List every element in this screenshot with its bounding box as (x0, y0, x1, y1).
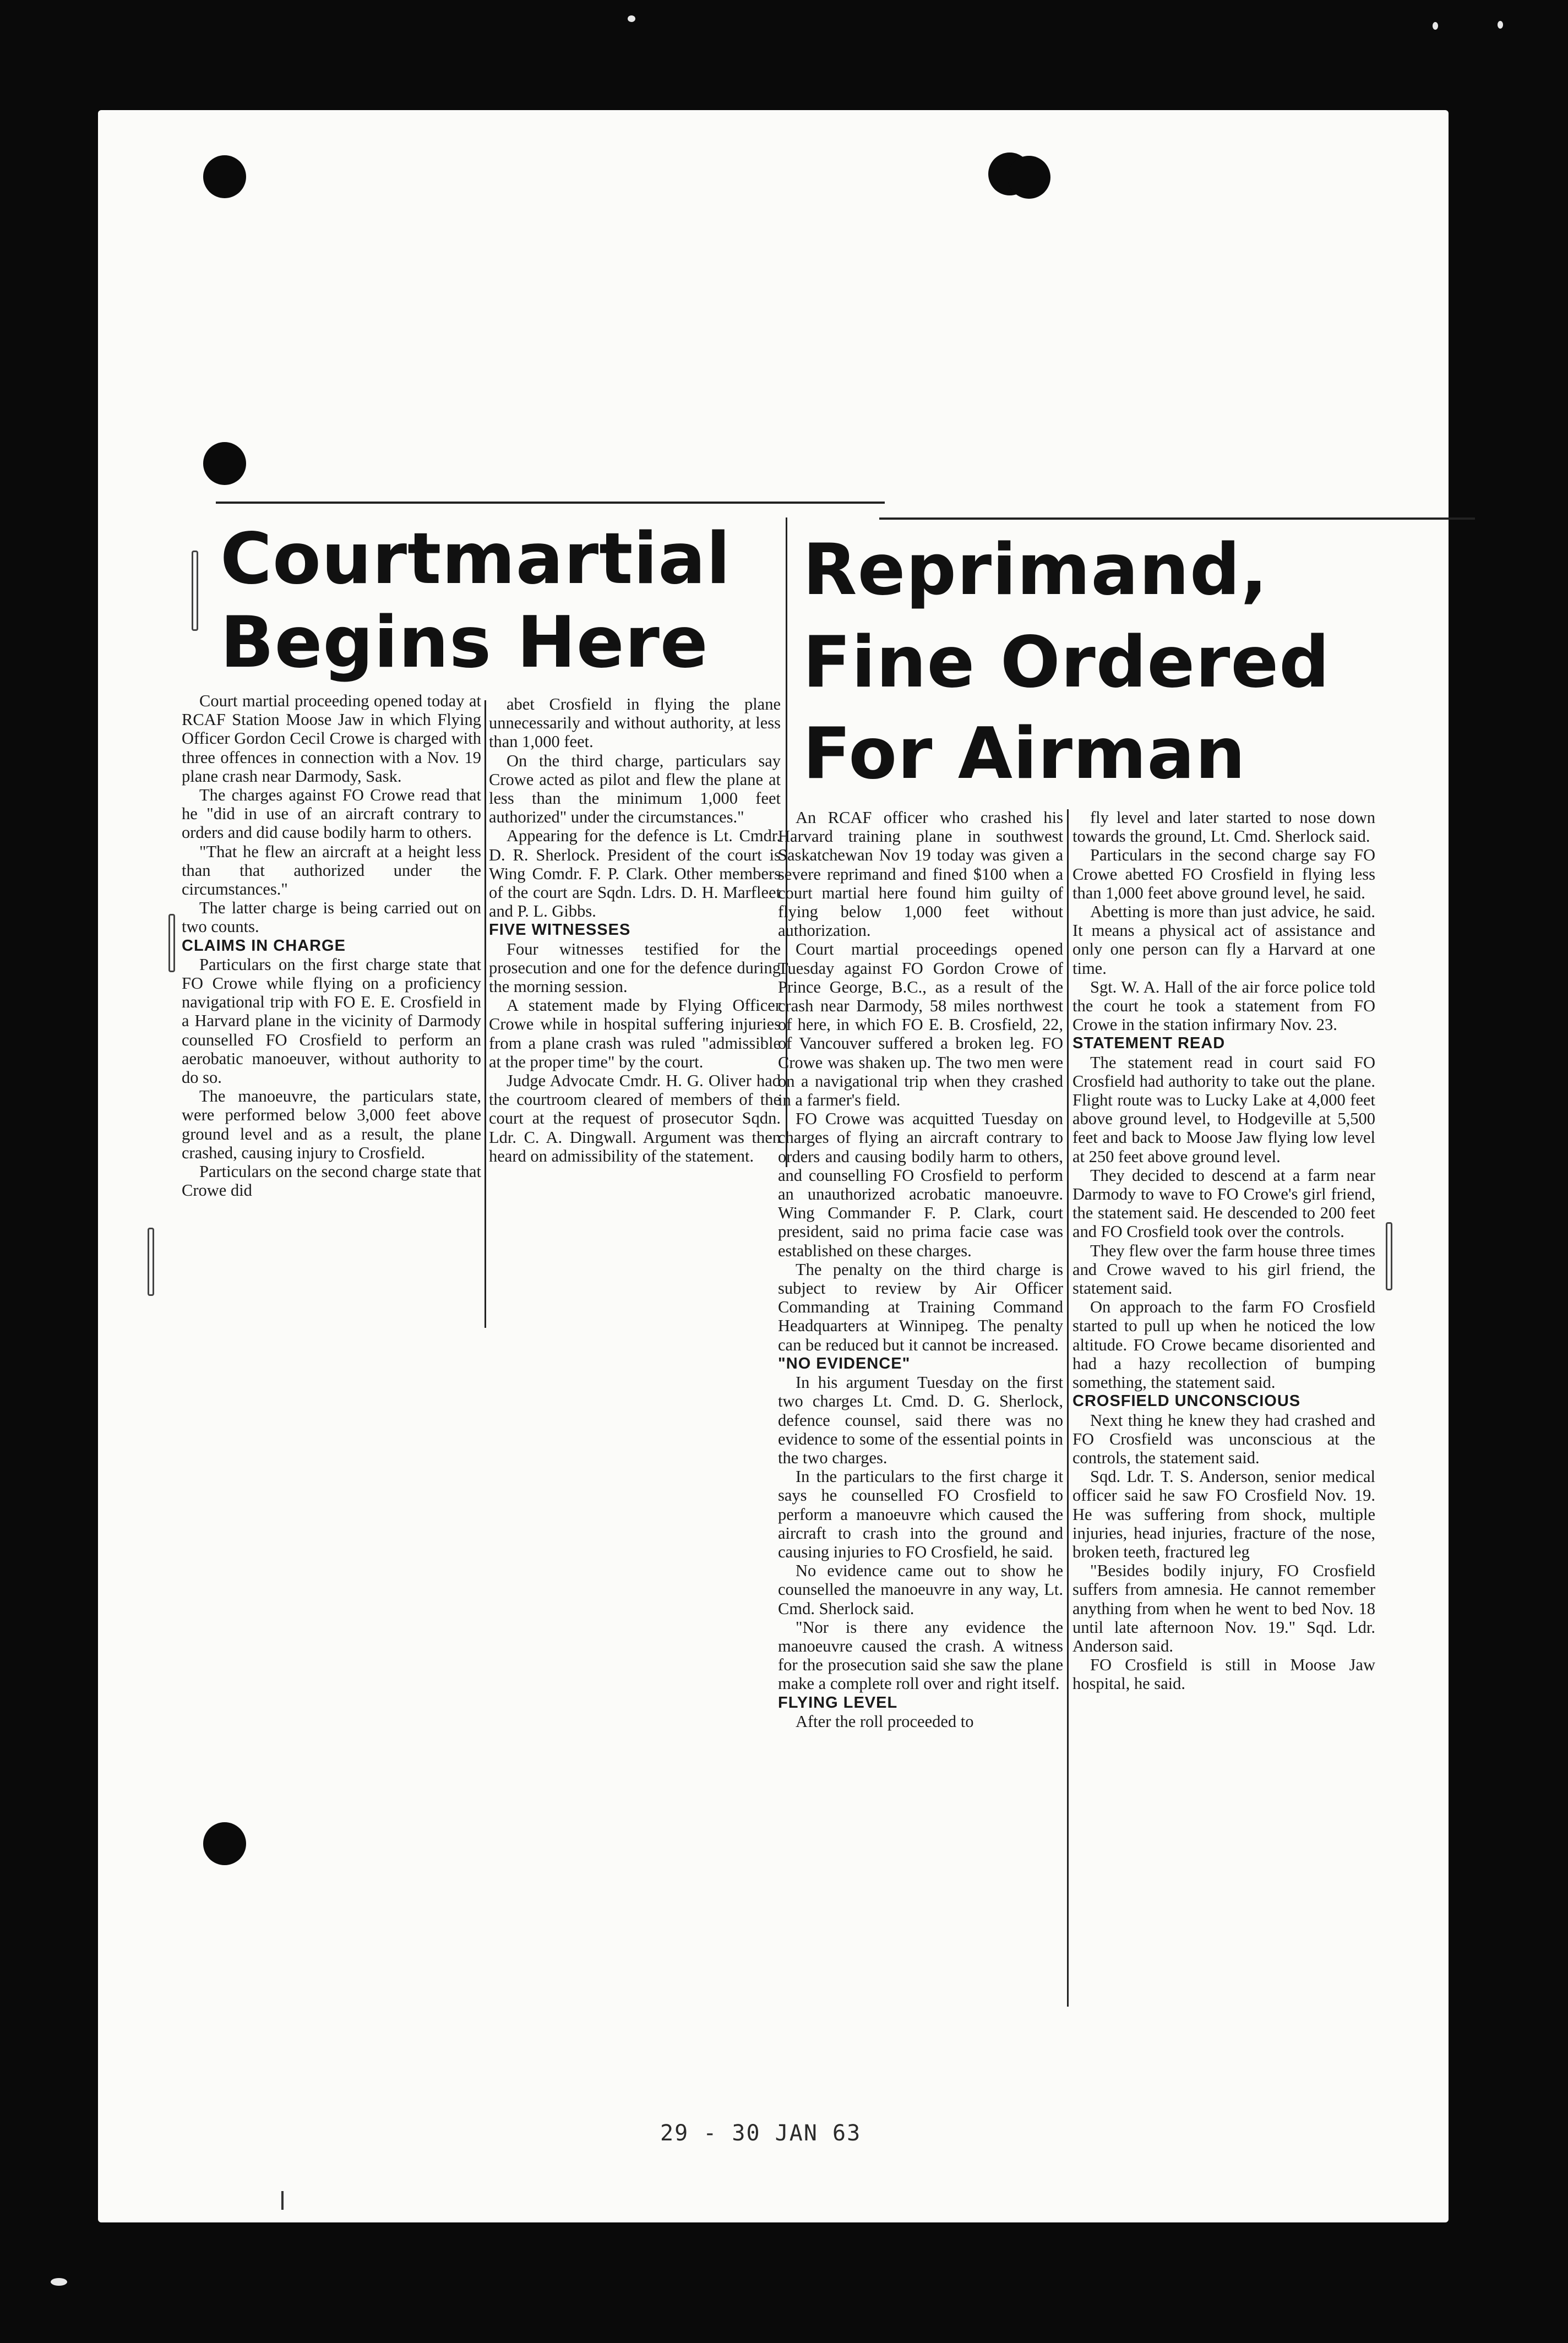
paragraph: The manoeuvre, the particulars state, were performed below 3,000 feet above ground level and as a result, the plane crashed, causing injury to Crosfield. (182, 1087, 481, 1162)
right-headline-line3: For Airman (803, 713, 1246, 795)
clip-mark-left-middle (168, 914, 175, 972)
paragraph: fly level and later started to nose down towards the ground, Lt. Cmd. Sherlock said. (1072, 808, 1375, 846)
paragraph: Court martial proceeding opened today at RCAF Station Moose Jaw in which Flying Officer Gordon Cecil Crowe is charged with three offences in connection with a Nov. 19 plane crash near Darmody, Sask. (182, 691, 481, 786)
subheading: FIVE WITNESSES (489, 921, 631, 939)
paragraph: Next thing he knew they had crashed and FO Crosfield was unconscious at the controls, the statement said. (1072, 1410, 1375, 1467)
paragraph: On approach to the farm FO Crosfield started to pull up when he noticed the low altitude. FO Crowe became disoriented and had a hazy recollection of bumping something, the statement said. (1072, 1298, 1375, 1392)
paragraph: Particulars on the first charge state that FO Crowe while flying on a proficiency navigational trip with FO E. E. Crosfield in a Harvard plane in the vicinity of Darmody counselled FO Crosfield to perform an aerobatic manoeuver, without authority to do so. (182, 955, 481, 1087)
paragraph: "That he flew an aircraft at a height less than that authorized under the circumstances." (182, 842, 481, 899)
punch-hole-left-middle (203, 442, 246, 485)
right-headline-line2: Fine Ordered (803, 622, 1330, 704)
left-article-column-2 (489, 695, 781, 1165)
paragraph: The statement read in court said FO Crosfield had authority to take out the plane. Flight route was to Lucky Lake at 4,000 feet above ground level, to Hodgeville at 5,500 feet and back to Moose Jaw flying low level at 250 feet above ground level. (1072, 1053, 1375, 1166)
left-headline-line2: Begins Here (220, 602, 709, 684)
paragraph: FO Crosfield is still in Moose Jaw hospital, he said. (1072, 1655, 1375, 1693)
film-speck (1498, 21, 1503, 29)
paragraph: Court martial proceedings opened Tuesday against FO Gordon Crowe of Prince George, B.C., as a result of the crash near Darmody, 58 miles northwest of here, in which FO E. B. Crosfield, 22, of Vancouver suffered a broken leg. FO Crowe was shaken up. The two men were on a navigational trip when they crashed in a farmer's field. (778, 940, 1063, 1110)
paragraph: Four witnesses testified for the prosecution and one for the defence during the morning session. (489, 939, 781, 996)
date-stamp: 29 - 30 JAN 63 (660, 2121, 862, 2146)
paragraph: They decided to descend at a farm near Darmody to wave to FO Crowe's girl friend, the statement said. He descended to 200 feet and FO Crosfield took over the controls. (1072, 1165, 1375, 1241)
subheading: CLAIMS IN CHARGE (182, 936, 346, 955)
subheading: CROSFIELD UNCONSCIOUS (1072, 1392, 1301, 1410)
paragraph: FO Crowe was acquitted Tuesday on charges of flying an aircraft contrary to orders and causing bodily harm to others, and counselling FO Crosfield to perform an unauthorized acrobatic manoeuvre. Wing Commander F. P. Clark, court president, said no prima facie case was established on these charges. (778, 1109, 1063, 1260)
paragraph: An RCAF officer who crashed his Harvard training plane in southwest Saskatchewan Nov 19 today was given a severe reprimand and fined $100 when a court martial here found him guilty of flying below 1,000 feet without authorization. (778, 808, 1063, 940)
paragraph: On the third charge, particulars say Crowe acted as pilot and flew the plane at less than the minimum 1,000 feet authorized" under the circumstances." (489, 751, 781, 827)
clip-mark-left-upper (192, 551, 198, 631)
paragraph: They flew over the farm house three times and Crowe waved to his girl friend, the statement said. (1072, 1241, 1375, 1298)
subheading: "NO EVIDENCE" (778, 1354, 911, 1372)
punch-hole-left-upper (203, 155, 246, 198)
subheading: STATEMENT READ (1072, 1034, 1226, 1053)
paragraph: In his argument Tuesday on the first two charges Lt. Cmd. D. G. Sherlock, defence counsel, said there was no evidence to some of the essential points in the two charges. (778, 1373, 1063, 1467)
film-speck (1433, 22, 1438, 30)
paragraph: The latter charge is being carried out on two counts. (182, 898, 481, 936)
paragraph: Sgt. W. A. Hall of the air force police told the court he took a statement from FO Crowe in the station infirmary Nov. 23. (1072, 977, 1375, 1034)
paragraph: A statement made by Flying Officer Crowe while in hospital suffering injuries from a plane crash was ruled "admissible at the proper time" by the court. (489, 996, 781, 1071)
column-divider-left (484, 700, 486, 1328)
punch-hole-top (1008, 156, 1050, 199)
paragraph: The charges against FO Crowe read that he "did in use of an aircraft contrary to orders and did cause bodily harm to others. (182, 786, 481, 842)
left-article-column-1 (182, 691, 481, 1200)
paragraph: Judge Advocate Cmdr. H. G. Oliver had the courtroom cleared of members of the court at the request of prosecutor Sqdn. Ldr. C. A. Dingwall. Argument was then heard on admissibility of the statement. (489, 1071, 781, 1165)
column-divider-right (1067, 809, 1069, 2007)
pencil-mark (281, 2191, 284, 2210)
top-rule-left (216, 502, 885, 504)
right-article-column-1 (778, 808, 1063, 1731)
paragraph: Abetting is more than just advice, he said. It means a physical act of assistance and only one person can fly a Harvard at one time. (1072, 902, 1375, 978)
clipping-sheet (98, 110, 1449, 2222)
top-rule-right (879, 517, 1475, 520)
punch-hole-left-lower (203, 1822, 246, 1865)
paragraph: After the roll proceeded to (796, 1712, 974, 1731)
paragraph: Appearing for the defence is Lt. Cmdr. D. R. Sherlock. President of the court is Wing Comdr. F. P. Clark. Other members of the court are Sqdn. Ldrs. D. H. Marfleet and P. L. Gibbs. (489, 826, 781, 921)
paragraph: Sqd. Ldr. T. S. Anderson, senior medical officer said he saw FO Crosfield Nov. 19. He was suffering from shock, multiple injuries, head injuries, fracture of the nose, broken teeth, fractured leg (1072, 1467, 1375, 1561)
paragraph: "Nor is there any evidence the manoeuvre caused the crash. A witness for the prosecution said she saw the plane make a complete roll over and right itself. (778, 1617, 1063, 1693)
paragraph: No evidence came out to show he counselled the manoeuvre in any way, Lt. Cmd. Sherlock said. (778, 1561, 1063, 1618)
right-headline-line1: Reprimand, (803, 529, 1268, 611)
subheading: FLYING LEVEL (778, 1693, 898, 1712)
left-headline-line1: Courtmartial (220, 518, 731, 600)
film-speck (51, 2278, 67, 2286)
clip-mark-left-lower (148, 1228, 154, 1296)
right-article-column-2 (1072, 808, 1375, 1693)
clip-mark-right (1386, 1222, 1392, 1290)
paragraph: Particulars in the second charge say FO Crowe abetted FO Crosfield in flying less than 1,000 feet above ground level, he said. (1072, 846, 1375, 902)
paragraph: Particulars on the second charge state that Crowe did (182, 1162, 481, 1200)
paragraph: "Besides bodily injury, FO Crosfield suffers from amnesia. He cannot remember anything from when he went to bed Nov. 18 until late afternoon Nov. 19." Sqd. Ldr. Anderson said. (1072, 1561, 1375, 1655)
paragraph: The penalty on the third charge is subject to review by Air Officer Commanding at Training Command Headquarters at Winnipeg. The penalty can be reduced but it cannot be increased. (778, 1260, 1063, 1354)
paragraph: abet Crosfield in flying the plane unnecessarily and without authority, at less than 1,000 feet. (489, 695, 781, 751)
paragraph: In the particulars to the first charge it says he counselled FO Crosfield to perform a manoeuvre which caused the aircraft to crash into the ground and causing injuries to FO Crosfield, he said. (778, 1467, 1063, 1561)
film-speck (628, 15, 635, 22)
